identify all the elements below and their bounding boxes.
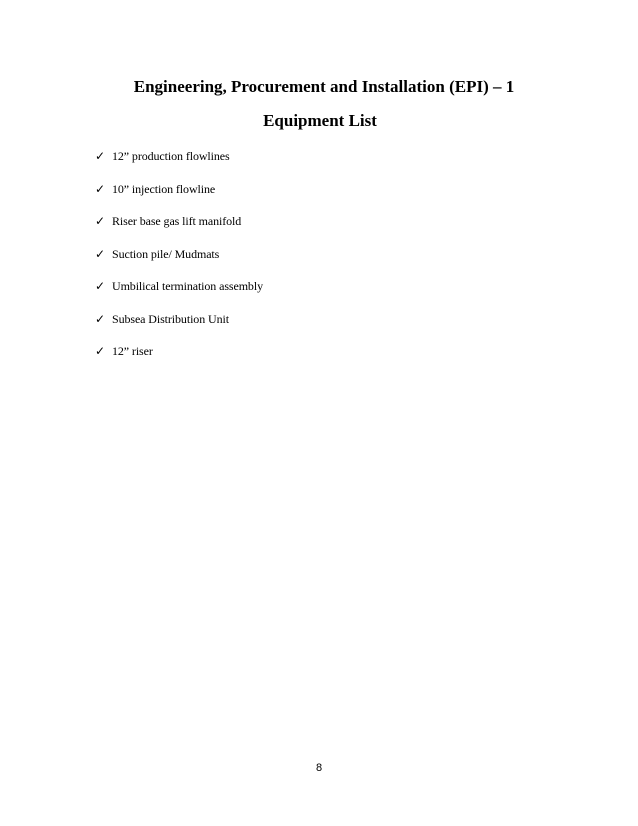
list-item [95, 214, 263, 247]
list-item [95, 312, 263, 345]
list-item [95, 182, 263, 215]
check-icon: ✓ [95, 311, 106, 326]
list-item [95, 279, 263, 312]
check-icon: ✓ [95, 214, 106, 228]
list-item [95, 149, 263, 182]
list-item-text: Riser base gas lift manifold [112, 214, 242, 228]
page-number: 8 [315, 762, 323, 774]
list-item-text: 12” riser [112, 344, 153, 358]
check-icon: ✓ [95, 181, 106, 196]
equipment-list [95, 149, 263, 377]
check-icon: ✓ [95, 279, 106, 293]
list-item-text: Subsea Distribution Unit [112, 311, 229, 326]
document-subtitle: Equipment List [263, 111, 377, 130]
check-icon: ✓ [95, 344, 106, 358]
list-item-text: 10” injection flowline [112, 181, 216, 196]
list-item-text: Suction pile/ Mudmats [112, 246, 220, 261]
check-icon: ✓ [95, 246, 106, 261]
list-item [95, 344, 263, 377]
list-item-text: 12” production flowlines [112, 149, 230, 163]
list-item [95, 247, 263, 280]
document-title: Engineering, Procurement and Installation (EPI) – 1 [133, 77, 515, 96]
list-item-text: Umbilical termination assembly [112, 279, 263, 293]
check-icon: ✓ [95, 149, 106, 163]
